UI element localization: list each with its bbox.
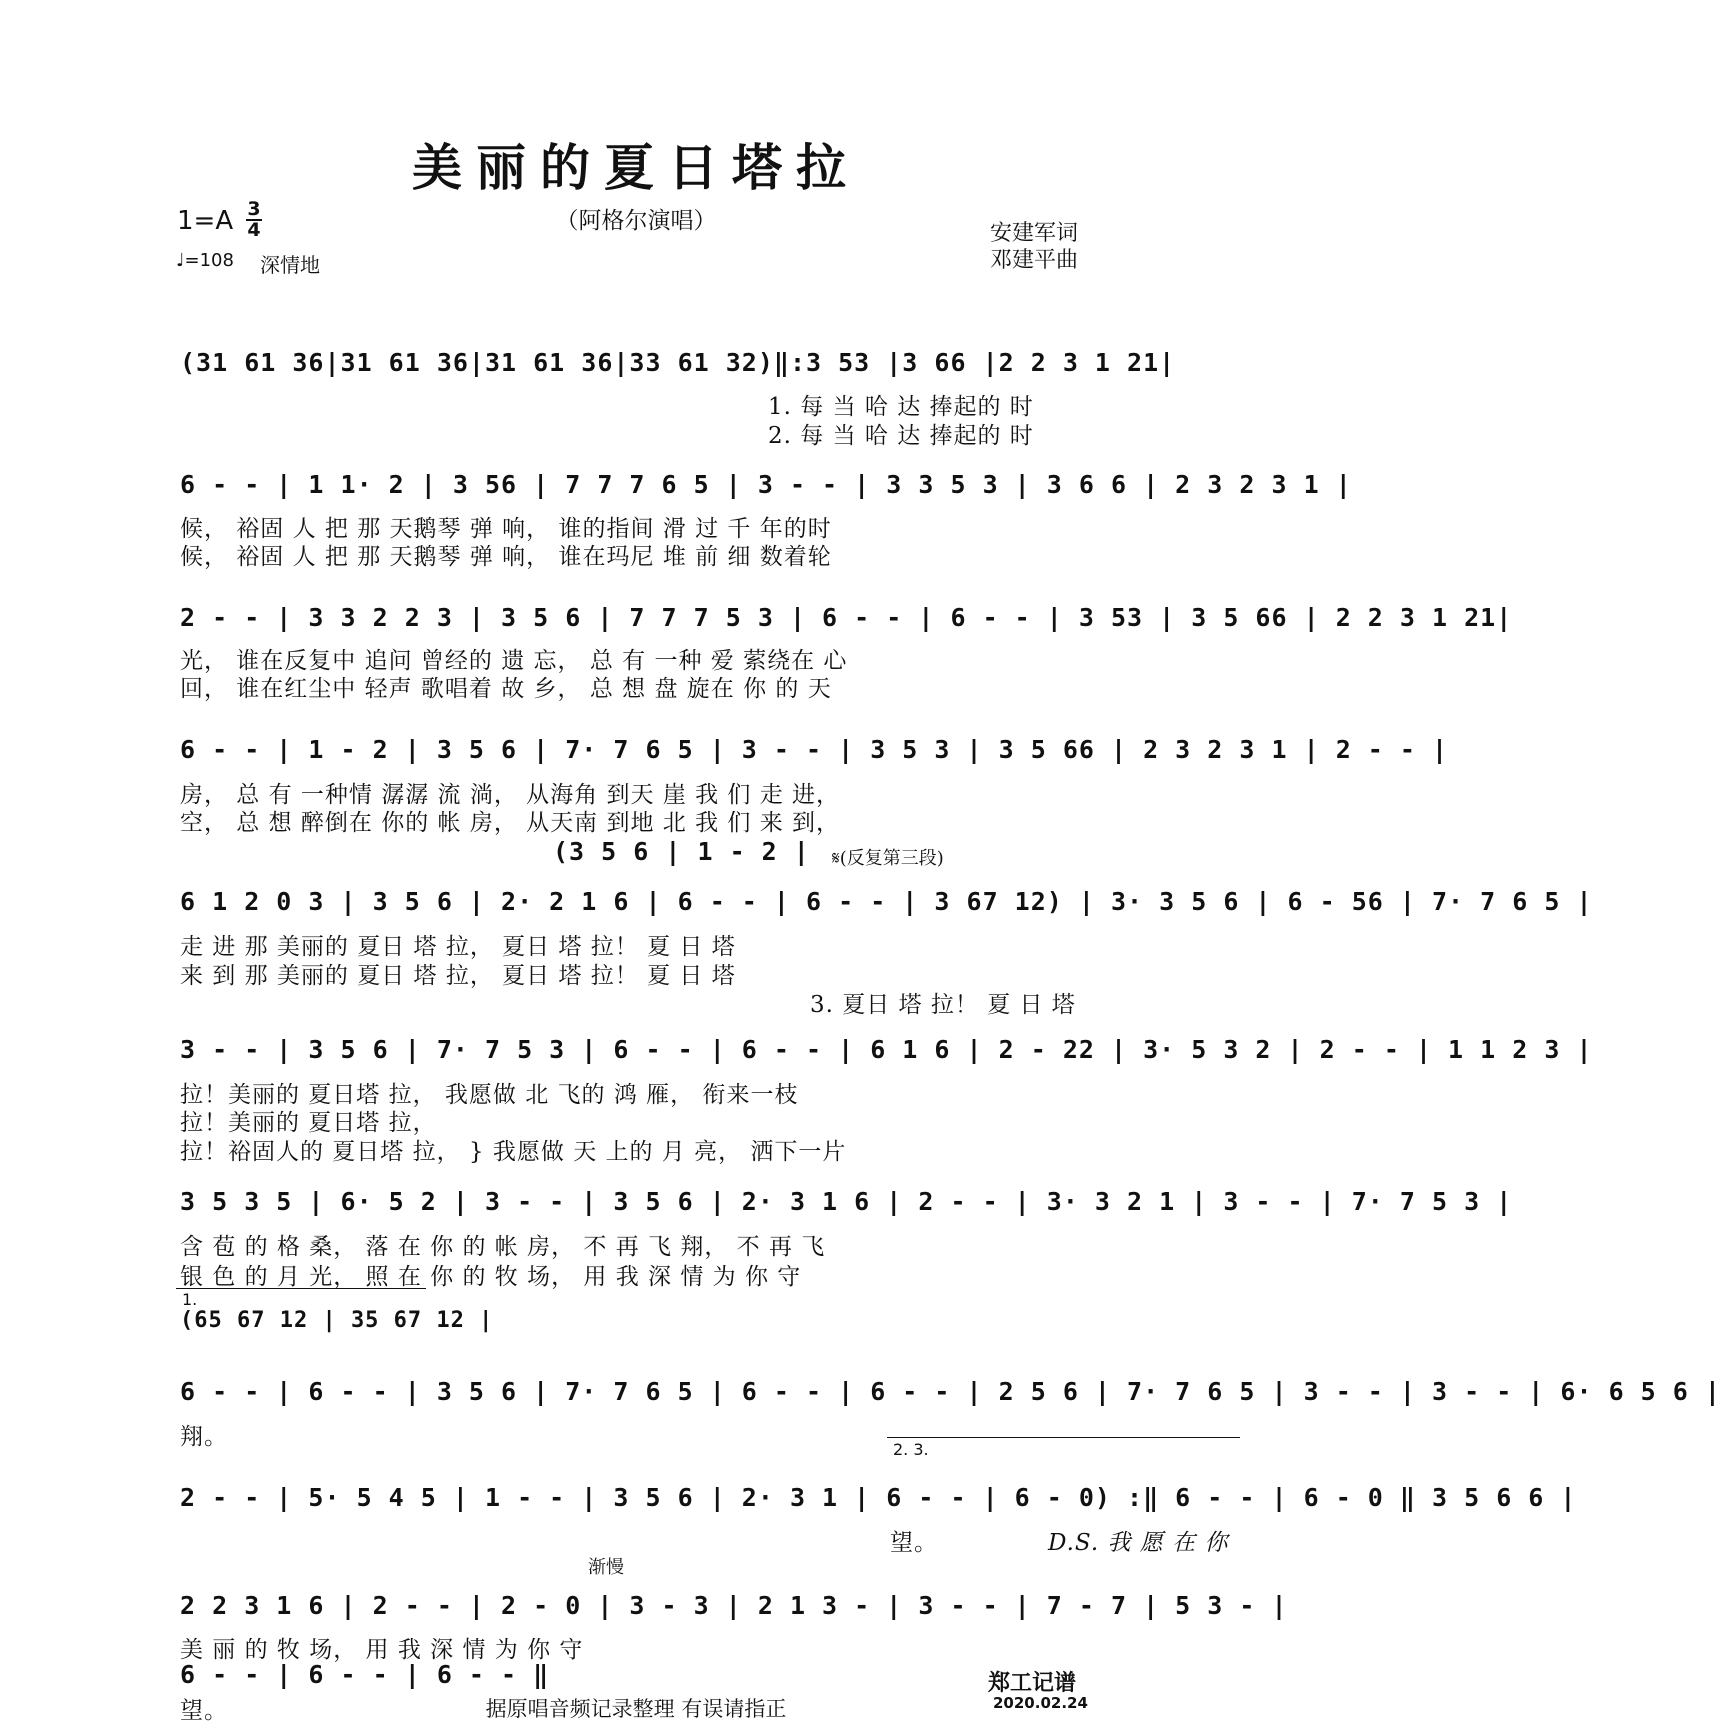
segno-marking: 𝄋(反复第三段) [832,848,944,869]
system-9-lyric-1: 望。 [890,1530,938,1556]
system-6-notes: 3 - - | 3 5 6 | 7· 7 5 3 | 6 - - | 6 - - | 6 1 6 | 2 - 22 | 3· 5 3 2 | 2 - - | 1 1 2 3 | [180,1035,1593,1064]
system-1-lyric-1: 1. 每 当 哈 达 捧起的 时 [768,394,1034,420]
system-8-notes: 6 - - | 6 - - | 3 5 6 | 7· 7 6 5 | 6 - - | 6 - - | 2 5 6 | 7· 7 6 5 | 3 - - | 3 - - | 6· 6 5 6 | [180,1377,1721,1406]
system-1-notes: (31 61 36|31 61 36|31 61 36|33 61 32)‖:3 53 |3 66 |2 2 3 1 21| [180,348,1176,377]
system-8-lyric-1: 翔。 [180,1424,228,1450]
system-9-notes: 2 - - | 5· 5 4 5 | 1 - - | 3 5 6 | 2· 3 1 | 6 - - | 6 - 0) :‖ 6 - - | 6 - 0 ‖ 3 5 6 6 | [180,1483,1577,1512]
expression-marking: 深情地 [260,253,320,277]
key-signature: 1=A [177,206,234,236]
system-7-lyric-2: 银 色 的 月 光， 照 在 你 的 牧 场， 用 我 深 情 为 你 守 [180,1264,802,1290]
system-5-lyric-1: 走 进 那 美丽的 夏日 塔 拉， 夏日 塔 拉！ 夏 日 塔 [180,934,736,960]
system-3-notes: 2 - - | 3 3 2 2 3 | 3 5 6 | 7 7 7 5 3 | 6 - - | 6 - - | 3 53 | 3 5 66 | 2 2 3 1 21| [180,603,1513,632]
system-9-lyric-ds: D.S. 我 愿 在 你 [1048,1530,1229,1556]
system-4-lyric-2: 空， 总 想 醉倒在 你的 帐 房， 从天南 到地 北 我 们 来 到， [180,810,841,836]
system-2-lyric-1: 候， 裕固 人 把 那 天鹅琴 弹 响， 谁的指间 滑 过 千 年的时 [180,516,832,542]
system-3-lyric-2: 回， 谁在红尘中 轻声 歌唱着 故 乡， 总 想 盘 旋在 你 的 天 [180,676,832,702]
song-title: 美丽的夏日塔拉 [412,138,860,197]
transcriber-brand: 郑工记谱 [988,1671,1077,1696]
system-4-lyric-1: 房， 总 有 一种情 潺潺 流 淌， 从海角 到天 崖 我 们 走 进， [180,782,841,808]
composer: 邓建平曲 [990,248,1079,273]
transcription-date: 2020.02.24 [993,1694,1088,1712]
volta-23: 2. 3. [893,1440,929,1459]
system-2-lyric-2: 候， 裕固 人 把 那 天鹅琴 弹 响， 谁在玛尼 堆 前 细 数着轮 [180,544,832,570]
time-signature-top: 3 [247,198,261,220]
tempo-marking: ♩=108 [176,250,234,271]
system-3-lyric-1: 光， 谁在反复中 追问 曾经的 遗 忘， 总 有 一种 爱 萦绕在 心 [180,648,848,674]
prelude-bracket: (3 5 6 | 1 - 2 | [553,837,810,866]
volta-1: 1. [182,1290,198,1309]
system-10-notes: 2 2 3 1 6 | 2 - - | 2 - 0 | 3 - 3 | 2 1 3 - | 3 - - | 7 - 7 | 5 3 - | [180,1591,1288,1620]
time-signature-bottom: 4 [247,219,261,241]
time-signature [246,200,262,240]
interlude-notes: (65 67 12 | 35 67 12 | [180,1308,494,1333]
system-7-notes: 3 5 3 5 | 6· 5 2 | 3 - - | 3 5 6 | 2· 3 1 6 | 2 - - | 3· 3 2 1 | 3 - - | 7· 7 5 3 | [180,1187,1513,1216]
credits [990,220,1078,274]
system-4-notes: 6 - - | 1 - 2 | 3 5 6 | 7· 7 6 5 | 3 - - | 3 5 3 | 3 5 66 | 2 3 2 3 1 | 2 - - | [180,735,1449,764]
lyricist: 安建军词 [990,221,1079,246]
system-5-lyric-2: 来 到 那 美丽的 夏日 塔 拉， 夏日 塔 拉！ 夏 日 塔 [180,963,736,989]
system-11-notes: 6 - - | 6 - - | 6 - - ‖ [180,1660,550,1689]
system-2-notes: 6 - - | 1 1· 2 | 3 56 | 7 7 7 6 5 | 3 - - | 3 3 5 3 | 3 6 6 | 2 3 2 3 1 | [180,470,1352,499]
volta-1-bracket [176,1288,426,1289]
system-6-lyric-2: 拉！美丽的 夏日塔 拉， [180,1110,437,1136]
system-5-lyric-3: 3. 夏日 塔 拉！ 夏 日 塔 [810,992,1076,1018]
system-5-notes: 6 1 2 0 3 | 3 5 6 | 2· 2 1 6 | 6 - - | 6 - - | 3 67 12) | 3· 3 5 6 | 6 - 56 | 7· 7 6 5 | [180,887,1593,916]
system-7-lyric-1: 含 苞 的 格 桑， 落 在 你 的 帐 房， 不 再 飞 翔， 不 再 飞 [180,1234,826,1260]
system-6-lyric-1: 拉！美丽的 夏日塔 拉， 我愿做 北 飞的 鸿 雁， 衔来一枝 [180,1082,799,1108]
system-6-lyric-3: 拉！裕固人的 夏日塔 拉， } 我愿做 天 上的 月 亮， 洒下一片 [180,1139,847,1165]
system-11-lyric-1: 望。 [180,1698,228,1724]
system-10-lyric-1: 美 丽 的 牧 场， 用 我 深 情 为 你 守 [180,1637,584,1663]
system-1-lyric-2: 2. 每 当 哈 达 捧起的 时 [768,423,1034,449]
footer-note: 据原唱音频记录整理 有误请指正 [485,1697,787,1721]
ritardando-marking: 渐慢 [588,1557,624,1578]
volta-23-bracket [887,1437,1240,1438]
performer-line: （阿格尔演唱） [555,208,717,234]
